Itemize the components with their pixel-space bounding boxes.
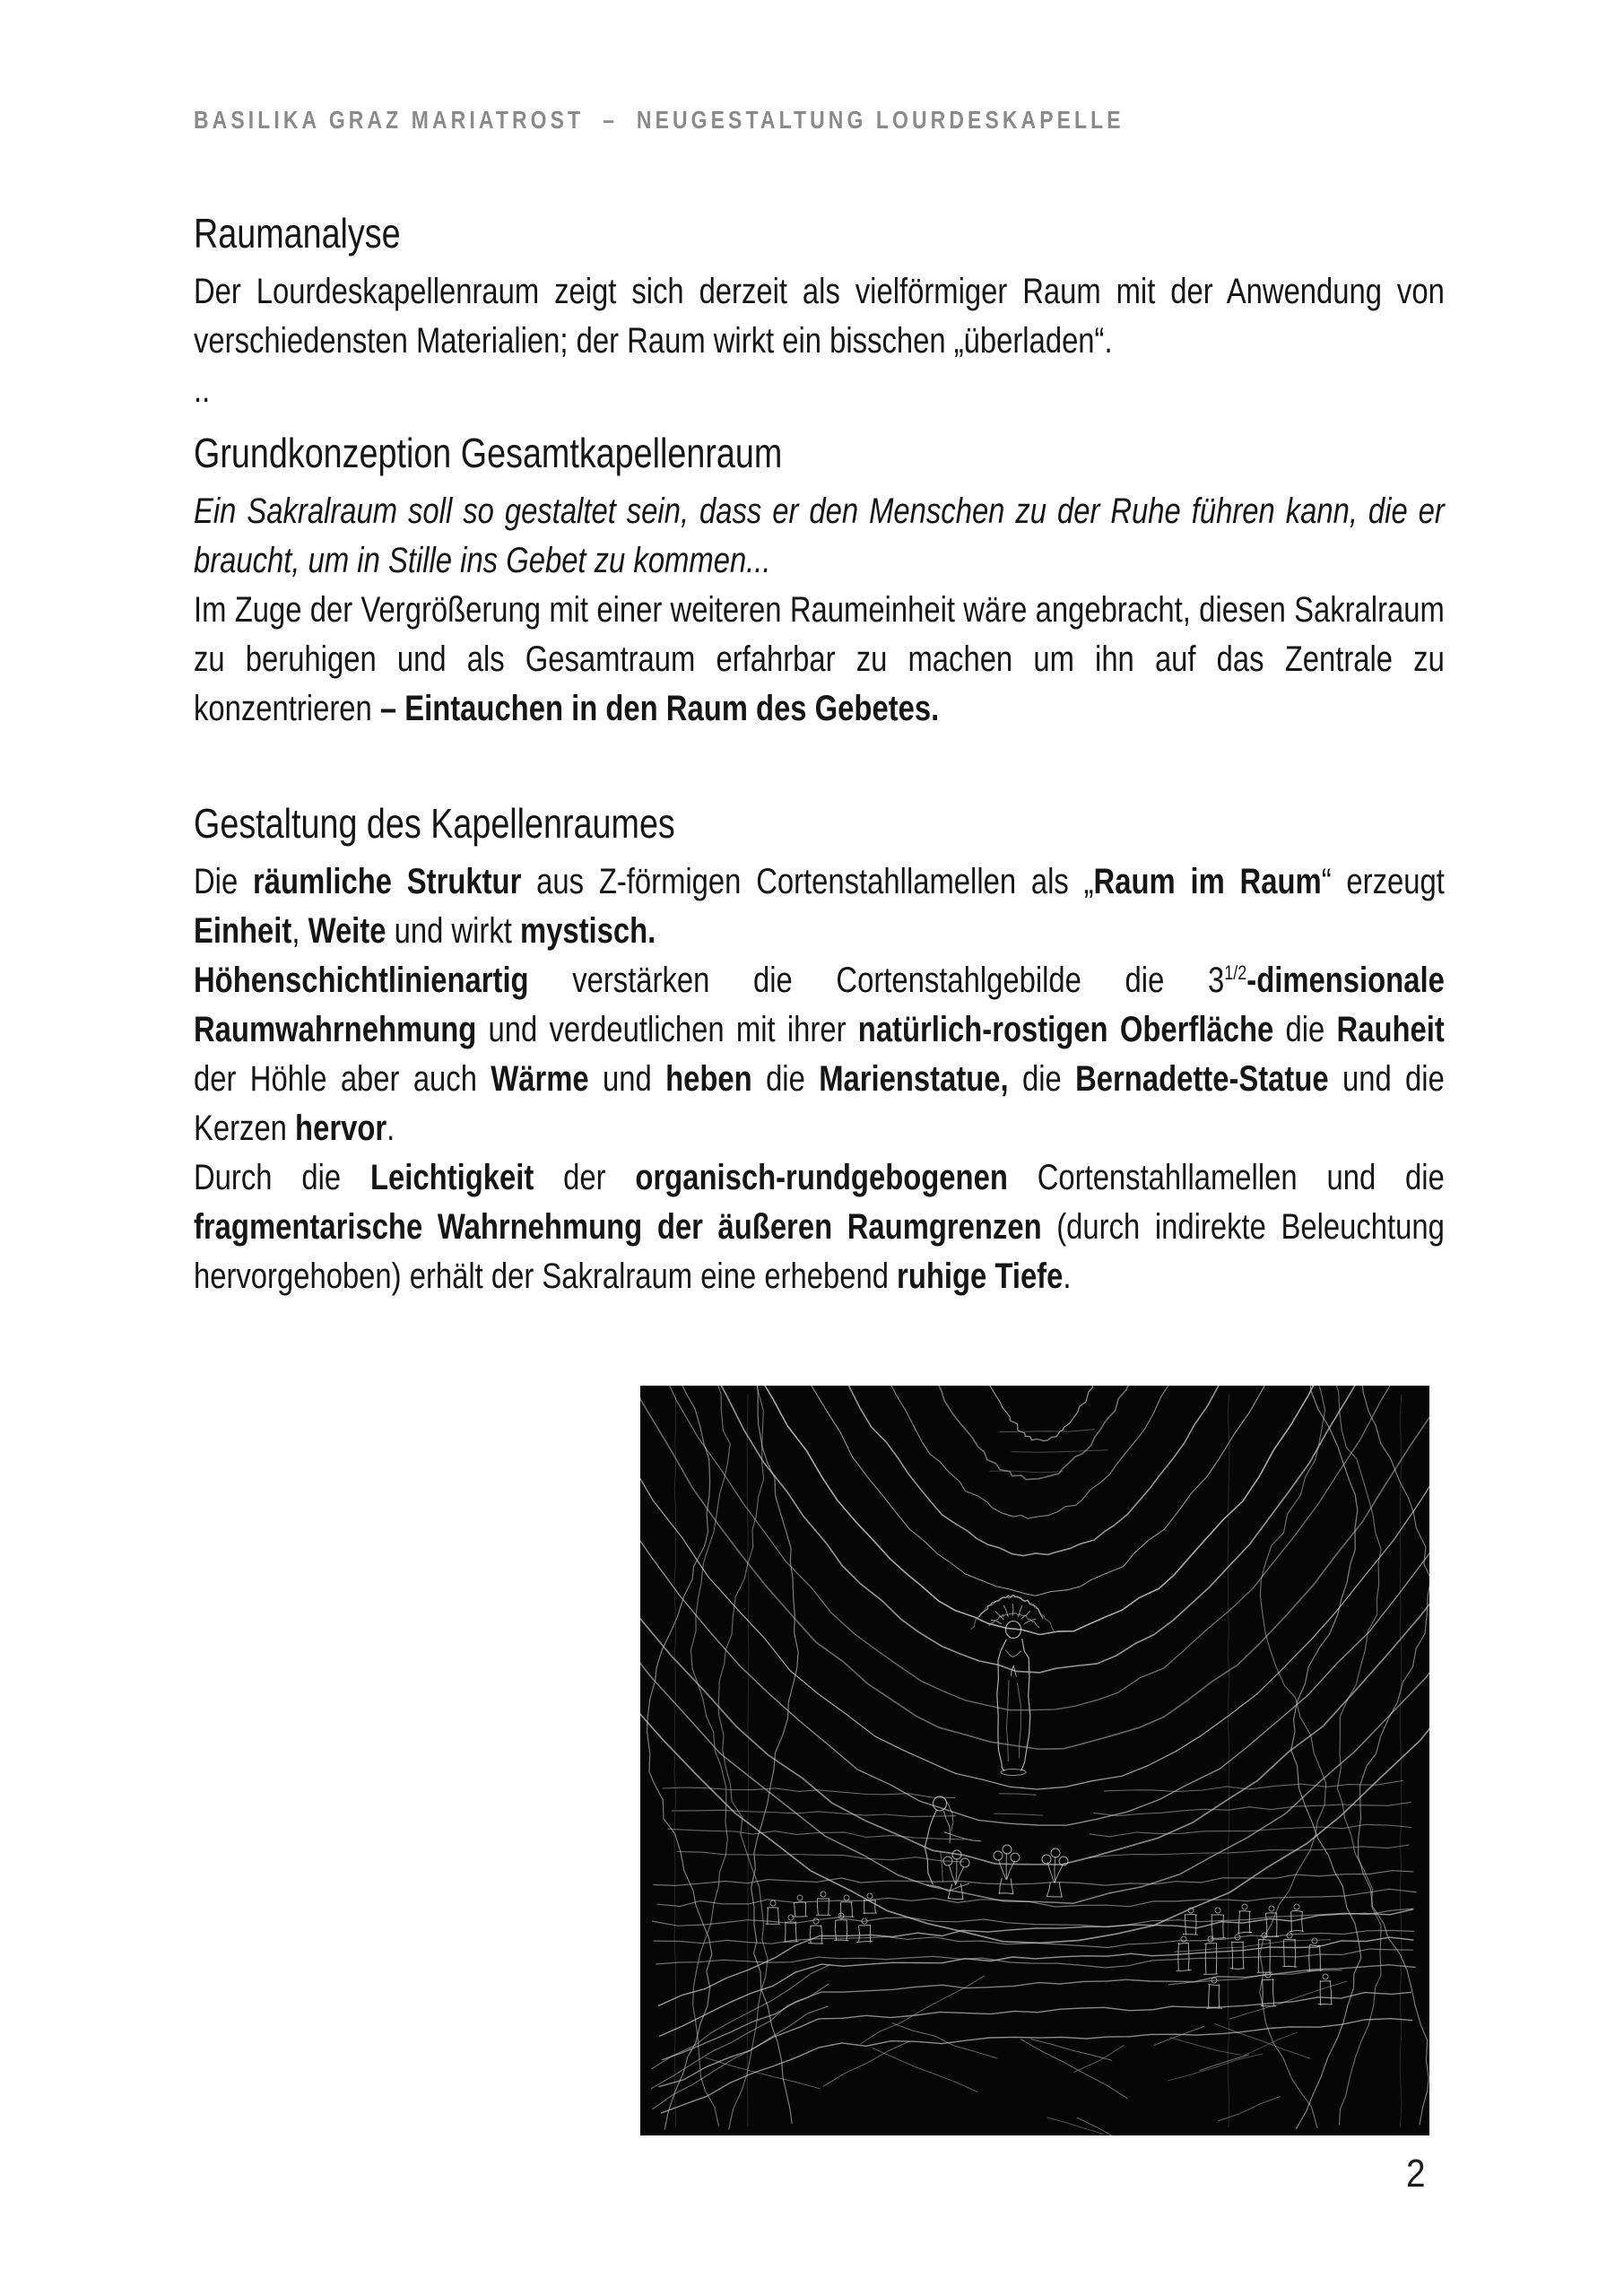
text-segment: und wirkt: [386, 911, 520, 951]
text-segment: aus Z-förmigen Cortenstahllamellen als „: [521, 862, 1094, 901]
text-segment: Im Zuge der Vergrößerung mit einer weiteren Raumeinheit wäre angebracht, diesen Sakralraum zu beruhigen und als Gesamtraum erfahrbar zu machen um ihn auf das Zentrale zu konzentrieren: [194, 590, 1445, 728]
text-segment: Höhenschichtlinienartig: [194, 961, 529, 1000]
text-segment: und die Kerzen: [194, 1059, 1445, 1148]
text-segment: Einheit: [194, 911, 292, 951]
text-segment: Die: [194, 862, 254, 901]
chapel-sketch-figure: [640, 1386, 1429, 2135]
text-segment: die: [1273, 1010, 1337, 1049]
text-segment: – Eintauchen in den Raum des Gebetes.: [379, 689, 940, 728]
text-segment: hervor: [295, 1109, 387, 1148]
section-heading-grundkonzeption: Grundkonzeption Gesamtkapellenraum: [194, 430, 783, 476]
text-segment: ,: [291, 911, 308, 951]
text-segment: ruhige Tiefe: [897, 1257, 1064, 1296]
paragraph: [194, 857, 1445, 956]
text-segment: .: [1063, 1257, 1072, 1296]
text-segment: .: [386, 1109, 395, 1148]
document-header: BASILIKA GRAZ MARIATROST – NEUGESTALTUNG LOURDESKAPELLE: [194, 106, 1125, 134]
text-segment: Cortenstahllamellen und die: [1007, 1158, 1445, 1197]
text-segment: organisch-rundgebogenen: [635, 1158, 1008, 1197]
text-segment: Marienstatue,: [819, 1059, 1009, 1099]
text-segment: verstärken die Cortenstahlgebilde die 3: [528, 961, 1225, 1000]
text-segment: Leichtigkeit: [369, 1158, 534, 1197]
paragraph: [194, 366, 1445, 415]
text-segment: heben: [665, 1059, 752, 1099]
text-segment: Durch die: [194, 1158, 370, 1197]
text-segment: räumliche Struktur: [253, 862, 522, 901]
text-segment: Wärme: [491, 1059, 589, 1099]
text-segment: -dimensionale Raumwahrnehmung: [194, 961, 1445, 1049]
text-segment: Rauheit: [1336, 1010, 1445, 1049]
text-segment: der: [534, 1158, 636, 1197]
text-segment: und: [588, 1059, 666, 1099]
text-segment: mystisch.: [519, 911, 656, 951]
text-segment: und verdeutlichen mit ihrer: [476, 1010, 858, 1049]
text-segment: (durch indirekte Beleuchtung hervorgehoben) erhält der Sakralraum eine erhebend: [194, 1207, 1445, 1296]
text-segment: Weite: [308, 911, 386, 951]
text-segment: natürlich-rostigen Oberfläche: [857, 1010, 1274, 1049]
page-number: 2: [1406, 2152, 1426, 2196]
text-segment: der Höhle aber auch: [194, 1059, 491, 1099]
paragraph: [194, 267, 1445, 366]
paragraph: [194, 487, 1445, 586]
text-segment: Der Lourdeskapellenraum zeigt sich derzeit als vielförmiger Raum mit der Anwendung von verschiedensten Materialien; der Raum wirkt ein bisschen „überladen“.: [194, 272, 1445, 361]
text-segment: die: [751, 1059, 820, 1099]
paragraph: [194, 586, 1445, 734]
paragraph: [194, 956, 1445, 1153]
text-segment: Raum im Raum: [1093, 862, 1322, 901]
section-heading-gestaltung: Gestaltung des Kapellenraumes: [194, 800, 675, 847]
text-segment: ..: [194, 370, 211, 410]
text-segment: Ein Sakralraum soll so gestaltet sein, dass er den Menschen zu der Ruhe führen kann, die er braucht, um in Stille ins Gebet zu kommen...: [194, 491, 1445, 580]
text-segment: Bernadette-Statue: [1075, 1059, 1329, 1099]
section-heading-raumanalyse: Raumanalyse: [194, 210, 401, 257]
paragraph: [194, 1153, 1445, 1301]
text-segment: die: [1008, 1059, 1076, 1099]
text-segment: fragmentarische Wahrnehmung der äußeren Raumgrenzen: [194, 1207, 1042, 1247]
text-segment: “ erzeugt: [1321, 862, 1445, 901]
text-segment: 1/2: [1224, 961, 1247, 984]
text-column: [194, 103, 1445, 1301]
chapel-sketch-image: [640, 1386, 1429, 2135]
